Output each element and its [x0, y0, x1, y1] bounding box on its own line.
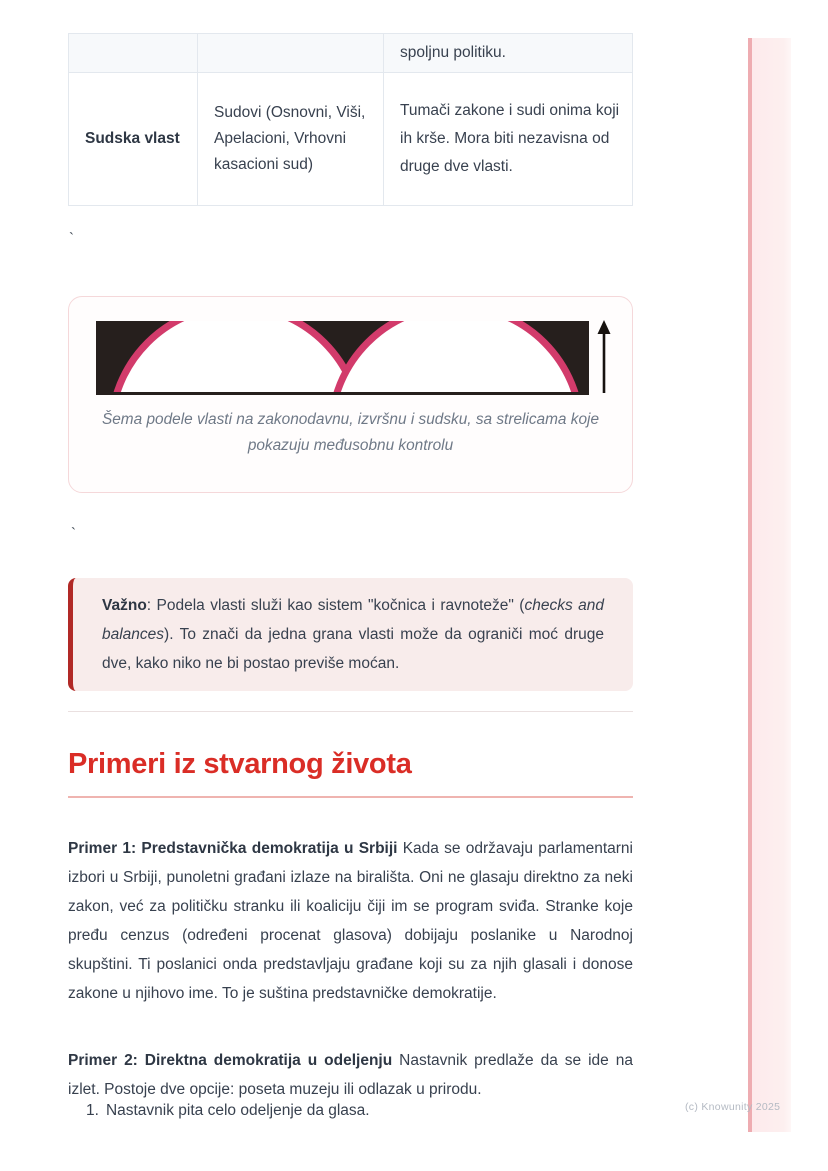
stray-backtick: `: [69, 230, 74, 247]
branches-of-power-table: [68, 33, 633, 206]
table-cell-branch-name: [69, 73, 198, 205]
paragraph-lead-bold: Primer 1: Predstavnička demokratija u Srbiji: [68, 839, 398, 857]
table-row: [69, 34, 632, 73]
important-callout: [68, 578, 633, 691]
separation-of-powers-diagram: [96, 321, 589, 395]
table-cell-text: Sudska vlast: [85, 130, 180, 147]
callout-text: ). To znači da jedna grana vlasti može da ograniči moć druge dve, kako niko ne bi postao previše moćan.: [102, 626, 604, 672]
callout-label: Važno: [102, 597, 147, 614]
table-cell-description: [384, 73, 632, 205]
list-item-number: 1.: [86, 1102, 99, 1119]
paragraph-lead-bold: Primer 2: Direktna demokratija u odeljenju: [68, 1051, 393, 1069]
table-cell-institutions: [198, 73, 384, 205]
list-item: [68, 1096, 633, 1125]
list-item-text: Nastavnik pita celo odeljenje da glasa.: [105, 1102, 370, 1119]
page-edge-accent-bar: [748, 38, 791, 1132]
table-cell: [198, 34, 384, 72]
section-heading: Primeri iz stvarnog života: [68, 748, 412, 780]
paragraph-example-2: [68, 1046, 633, 1104]
paragraph-example-1: [68, 834, 633, 1008]
paragraph-text: Nastavnik predlaže da se ide na izlet. Postoje dve opcije: poseta muzeju ili odlazak u prirodu.: [68, 1051, 633, 1098]
section-divider: [68, 711, 633, 712]
heading-underline: [68, 796, 633, 798]
callout-text: : Podela vlasti služi kao sistem "kočnica i ravnoteže" (: [146, 597, 525, 614]
table-cell: [69, 34, 198, 72]
table-cell: [384, 34, 632, 72]
copyright-watermark: (c) Knowunity 2025: [685, 1101, 781, 1113]
table-cell-text: spoljnu politiku.: [400, 44, 506, 61]
figure-card: [68, 296, 633, 493]
callout-italic-text: checks and balances: [102, 597, 604, 643]
figure-caption: Šema podele vlasti na zakonodavnu, izvršnu i sudsku, sa strelicama koje pokazuju međusobnu kontrolu: [101, 411, 600, 454]
ordered-list: [68, 1096, 633, 1125]
paragraph-text: Kada se održavaju parlamentarni izbori u Srbiji, punoletni građani izlaze na birališta. Oni ne glasaju direktno za neki zakon, već za političku stranku ili koaliciju čiji im se program sviđa. Stranke koje pređu cenzus (određeni procenat glasova) dobijaju poslanike u Narodnoj skupštini. Ti poslanici onda predstavljaju građane koji su za njih glasali i donose zakone u njihovo ime. To je suština predstavničke demokratije.: [68, 839, 633, 1002]
up-arrow-icon: [595, 320, 613, 396]
stray-backtick: `: [71, 525, 76, 542]
table-cell-text: Tumači zakone i sudi onima koji ih krše. Mora biti nezavisna od druge dve vlasti.: [400, 102, 620, 175]
table-cell-text: Sudovi (Osnovni, Viši, Apelacioni, Vrhovni kasacioni sud): [214, 104, 366, 173]
table-row: [69, 73, 632, 205]
